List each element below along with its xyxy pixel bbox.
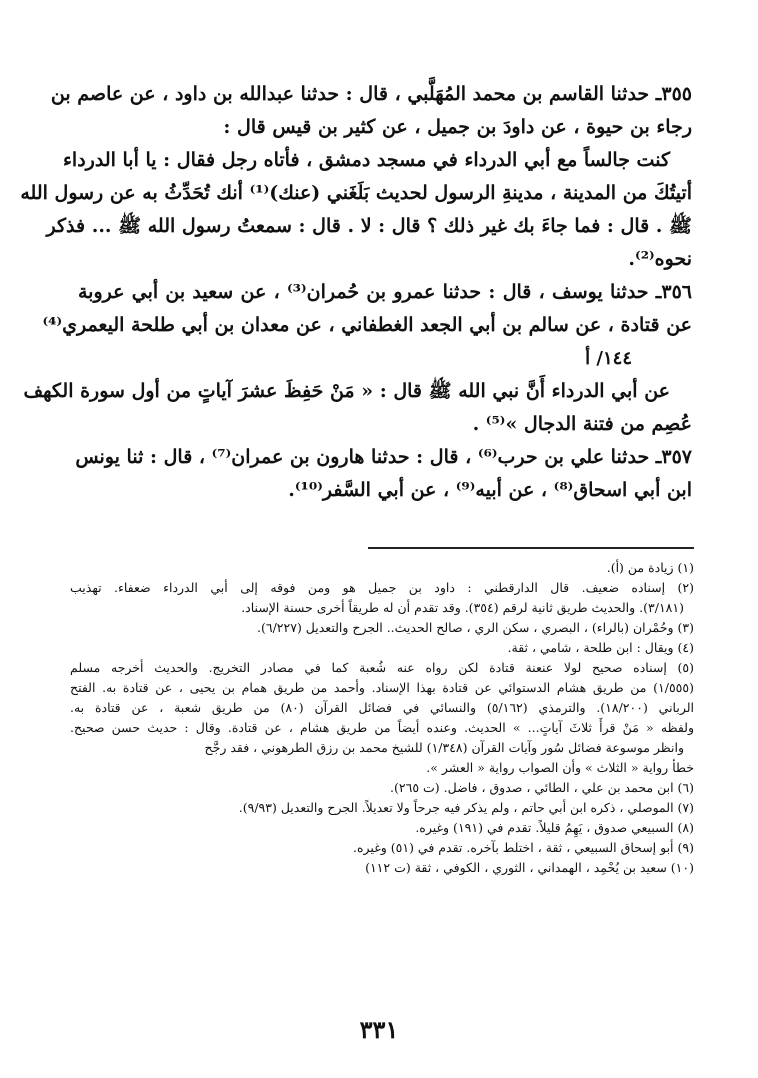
footnote-line: (٦) ابن محمد بن علي ، الطائي ، صدوق ، فاضل. (ت ٢٦٥). [390,780,694,795]
footnote-line: (٣/١٨١). والحديث طريق ثانية لرقم (٣٥٤). وقد تقدم أن له طريقاً أخرى حسنة الإسناد. [241,600,684,615]
footnote-line: (٧) الموصلي ، ذكره ابن أبي حاتم ، ولم يذكر فيه جرحاً ولا تعديلاً. الجرح والتعديل (٩/٩٣). [238,800,694,815]
text-line: ابن أبي اسحاق⁽⁸⁾ ، عن أبيه⁽⁹⁾ ، عن أبي السَّفر⁽¹⁰⁾. [288,479,692,501]
footnote-line: (٣) وحُمْران (بالراء) ، البصري ، سكن الري ، صالح الحديث.. الجرح والتعديل (٦/٢٢٧). [257,620,694,635]
footnote-line: ولفظه « مَنْ قرأَ ثلاثَ آياتٍ... » الحديث. وعنده أيضاً من طريق هشام ، عن قتادة. وقال : حديث حسن صحيح. [70,720,694,735]
text-line: كنت جالساً مع أبي الدرداء في مسجد دمشق ، فأتاه رجل فقال : يا أبا الدرداء [63,149,670,171]
text-line: عن قتادة ، عن سالم بن أبي الجعد الغطفاني ، عن معدان بن أبي طلحة اليعمري⁽⁴⁾ [42,314,692,336]
footnotes [70,558,694,878]
footnote-line: الرباني (١٨/٢٠٠). والترمذي (٥/١٦٢) والنسائي في فضائل القرآن (٨٠) من طريق شعبة ، عن قتادة به. [70,700,695,715]
footnote-line: (٨) السبيعي صدوق ، يَهِمُ قليلاً. تقدم في (١٩١) وغيره. [415,820,694,835]
text-line: نحوه⁽²⁾. [628,248,692,270]
footnote-line: (١) زيادة من (أ). [606,560,694,575]
text-line: ٣٥٧ـ حدثنا علي بن حرب⁽⁶⁾ ، قال : حدثنا هارون بن عمران⁽⁷⁾ ، قال : ثنا يونس [75,446,692,468]
text-line: رجاء بن حيوة ، عن داودَ بن جميل ، عن كثير بن قيس قال : [223,116,692,138]
footnote-line: (١٠) سعيد بن يُحْمِد ، الهمداني ، الثوري ، الكوفي ، ثقة (ت ١١٢) [365,860,694,875]
footnote-line: خطأ رواية « الثلاث » وأن الصواب رواية « العشر ». [426,760,694,775]
text-line: أتيتُكَ من المدينة ، مدينةِ الرسول لحديث بَلَغَني (عنك)⁽¹⁾ أنك تُحَدِّثُ به عن رسول الله [20,182,692,204]
text-line: عن أبي الدرداء أَنَّ نبي الله ﷺ قال : « مَنْ حَفِظَ عشرَ آياتٍ من أول سورة الكهف [23,380,670,402]
folio-marker: ١٤٤/ أ [585,348,632,369]
text-line: عُصِم من فتنة الدجال »⁽⁵⁾ . [472,413,692,435]
main-text [20,78,692,507]
page-number: ٣٣١ [359,1015,399,1044]
footnote-line: (٩) أبو إسحاق السبيعي ، ثقة ، اختلط بآخره. تقدم في (٥١) وغيره. [353,840,694,855]
text-line: ٣٥٥ـ حدثنا القاسم بن محمد المُهَلَّبي ، قال : حدثنا عبدالله بن داود ، عن عاصم بن [50,83,692,105]
text-line: ٣٥٦ـ حدثنا يوسف ، قال : حدثنا عمرو بن حُمران⁽³⁾ ، عن سعيد بن أبي عروبة [78,281,692,303]
footnote-line: (٥) إسناده صحيح لولا عنعنة قتادة لكن رواه عنه شُعبة كما في مصادر التخريج. والحديث أخرجه مسلم [70,660,694,675]
footnote-line: وانظر موسوعة فضائل سُور وآيات القرآن (١/٣٤٨) للشيخ محمد بن رزق الطرهوني ، فقد رجَّح [204,740,684,755]
footnote-divider [368,547,694,549]
text-line: ﷺ . قال : فما جاءَ بك غير ذلك ؟ قال : لا . قال : سمعتُ رسول الله ﷺ ... فذكر [46,215,692,237]
footnote-line: (٤) ويقال : ابن طلحة ، شامي ، ثقة. [507,640,694,655]
footnote-line: (٢) إسناده ضعيف. قال الدارقطني : داود بن جميل هو ومن فوقه إلى أبي الدرداء ضعفاء. تهذيب [70,580,694,595]
footnote-line: (١/٥٥٥) من طريق هشام الدستوائي عن قتادة بهذا الإسناد. وأحمد من طريق همام بن يحيى ، عن قتادة به. الفتح [70,680,694,695]
